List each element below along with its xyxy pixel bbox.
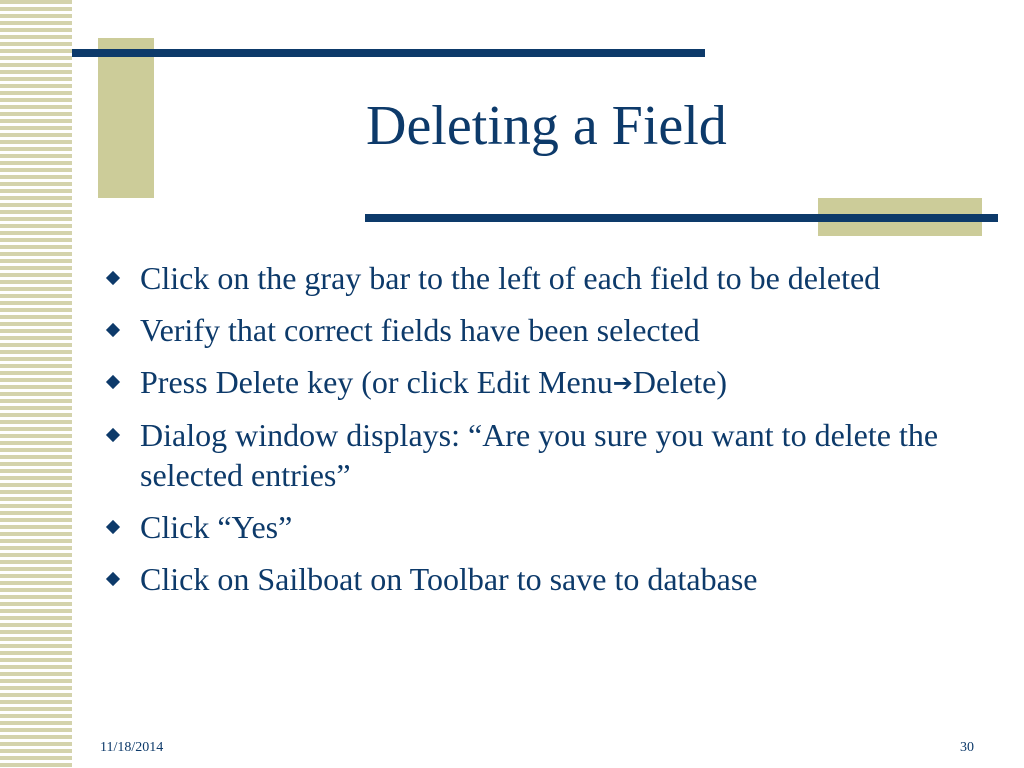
bullet-item bbox=[100, 258, 990, 298]
decorative-line-bottom bbox=[365, 214, 998, 222]
slide-title: Deleting a Field bbox=[366, 95, 727, 157]
footer-page-number: 30 bbox=[960, 740, 974, 755]
diamond-bullet-icon bbox=[106, 428, 120, 442]
decorative-stripes bbox=[0, 0, 72, 768]
bullet-list bbox=[100, 258, 990, 611]
right-arrow-icon: ➔ bbox=[612, 369, 633, 397]
bullet-text-after-arrow: Delete) bbox=[632, 364, 728, 400]
bullet-text: Click on the gray bar to the left of each field to be deleted bbox=[140, 260, 881, 296]
bullet-item bbox=[100, 362, 990, 403]
bullet-text: Verify that correct fields have been selected bbox=[140, 312, 700, 348]
bullet-item bbox=[100, 507, 990, 547]
diamond-bullet-icon bbox=[106, 323, 120, 337]
bullet-text: Click “Yes” bbox=[140, 509, 293, 545]
bullet-text: Dialog window displays: “Are you sure you want to delete the selected entries” bbox=[140, 417, 939, 493]
diamond-bullet-icon bbox=[106, 572, 120, 586]
decorative-line-top bbox=[72, 49, 705, 57]
bullet-item bbox=[100, 559, 990, 599]
bullet-text: Click on Sailboat on Toolbar to save to database bbox=[140, 561, 758, 597]
diamond-bullet-icon bbox=[106, 271, 120, 285]
diamond-bullet-icon bbox=[106, 375, 120, 389]
bullet-item bbox=[100, 310, 990, 350]
bullet-text-before-arrow: Press Delete key (or click Edit Menu bbox=[140, 364, 613, 400]
diamond-bullet-icon bbox=[106, 520, 120, 534]
footer-date: 11/18/2014 bbox=[100, 740, 164, 755]
bullet-item bbox=[100, 415, 990, 495]
decorative-khaki-block-left bbox=[98, 38, 154, 198]
